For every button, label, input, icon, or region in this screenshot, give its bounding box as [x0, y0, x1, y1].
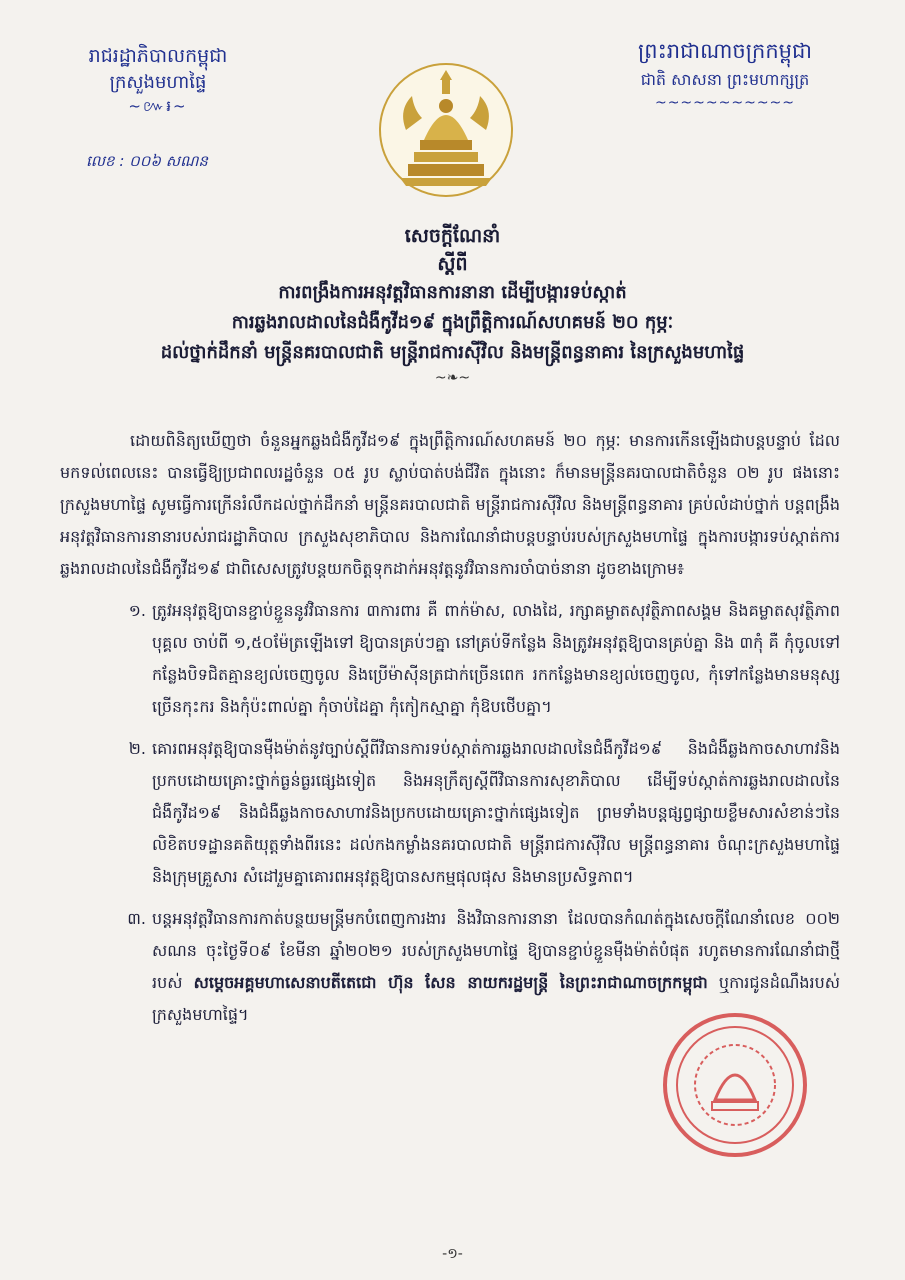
item-text: ត្រូវអនុវត្តឱ្យបានខ្ជាប់ខ្ជួននូវវិធានការ ៣ការពារ គឺ ពាក់ម៉ាស, លាងដៃ, រក្សាគម្លាតសុវត្ថិភាពសង្គម និងគម្លាតសុវត្ថិភាពបុគ្គល ចាប់ពី ១,៥០ម៉ែត្រឡើងទៅ ឱ្យបានគ្រប់ៗគ្នា នៅគ្រប់ទីកន្លែង និងត្រូវអនុវត្តឱ្យបានគ្រប់គ្នា និង ៣កុំ គឺ កុំចូលទៅកន្លែងបិទជិតគ្មានខ្យល់ចេញចូល និងប្រើម៉ាស៊ីនត្រជាក់ច្រើនពេក រកកន្លែងមានខ្យល់ចេញចូល, កុំទៅកន្លែងមានមនុស្សច្រើនកុះករ និងកុំប៉ះពាល់គ្នា កុំចាប់ដៃគ្នា កុំកៀកស្មាគ្នា កុំឱបថើបគ្នា។: [152, 601, 840, 716]
intro-paragraph: ដោយពិនិត្យឃើញថា ចំនួនអ្នកឆ្លងជំងឺកូវីដ១៩ ក្នុងព្រឹត្តិការណ៍សហគមន៍ ២០ កុម្ភៈ មានការកើនឡើងជាបន្តបន្ទាប់ ដែលមកទល់ពេលនេះ បានធ្វើឱ្យប្រជាពលរដ្ឋចំនួន ០៥ រូប ស្លាប់បាត់បង់ជីវិត ក្នុងនោះ ក៏មានមន្ត្រីនគរបាលជាតិចំនួន ០២ រូប ផងនោះ ក្រសួងមហាផ្ទៃ សូមធ្វើការក្រើនរំលឹកដល់ថ្នាក់ដឹកនាំ មន្ត្រីនគរបាលជាតិ មន្ត្រីរាជការស៊ីវិល និងមន្ត្រីពន្ធនាគារ គ្រប់លំដាប់ថ្នាក់ បន្តពង្រឹងអនុវត្តវិធានការនានារបស់រាជរដ្ឋាភិបាល ក្រសួងសុខាភិបាល និងការណែនាំជាបន្តបន្ទាប់របស់ក្រសួងមហាផ្ទៃ ក្នុងការបង្ការទប់ស្កាត់ការឆ្លងរាលដាលនៃជំងឺកូវីដ១៩ ជាពិសេសត្រូវបន្តយកចិត្តទុកដាក់អនុវត្តនូវវិធានការចាំបាច់នានា ដូចខាងក្រោម៖: [60, 431, 840, 578]
item-text: គោរពអនុវត្តឱ្យបានម៉ឺងម៉ាត់នូវច្បាប់ស្ដីពីវិធានការទប់ស្កាត់ការឆ្លងរាលដាលនៃជំងឺកូវីដ១៩ និងជំងឺឆ្លងកាចសាហាវនិងប្រកបដោយគ្រោះថ្នាក់ធ្ងន់ធ្ងរផ្សេងទៀត និងអនុក្រឹត្យស្ដីពីវិធានការសុខាភិបាល ដើម្បីទប់ស្កាត់ការឆ្លងរាលដាលនៃជំងឺកូវីដ១៩ និងជំងឺឆ្លងកាចសាហាវនិងប្រកបដោយគ្រោះថ្នាក់ផ្សេងទៀត ព្រមទាំងបន្តផ្សព្វផ្សាយខ្លឹមសារសំខាន់ៗនៃលិខិតបទដ្ឋានគតិយុត្តទាំងពីរនេះ ដល់កងកម្លាំងនគរបាលជាតិ មន្ត្រីរាជការស៊ីវិល មន្ត្រីពន្ធនាគារ ចំណុះក្រសួងមហាផ្ទៃ និងក្រុមគ្រួសារ សំដៅរួមគ្នាគោរពអនុវត្តឱ្យបានសកម្មផុលផុស និងមានប្រសិទ្ធភាព។: [152, 739, 840, 886]
page-number: -១-: [442, 1246, 463, 1262]
title-subject-line1: ការពង្រឹងការអនុវត្តវិធានការនានា ដើម្បីបង្ការទប់ស្កាត់: [278, 282, 627, 303]
item-number: ៣.: [127, 909, 146, 928]
item-text-end: ឬការជូនដំណឹងរបស់ក្រសួងមហាផ្ទៃ។: [152, 973, 841, 1024]
item-number: ១.: [128, 601, 146, 620]
royal-emblem-icon: [376, 60, 516, 200]
document-body: [60, 425, 840, 1031]
kingdom-header: [600, 36, 850, 112]
title-about: ស្ដីពី: [437, 253, 468, 275]
government-name: រាជរដ្ឋាភិបាលកម្ពុជា: [88, 45, 228, 67]
reference-number: លេខ : ០០៦ សណន: [86, 152, 208, 170]
document-title: [40, 222, 865, 388]
ministry-name: ក្រសួងមហាផ្ទៃ: [109, 72, 207, 93]
title-type: សេចក្ដីណែនាំ: [404, 225, 501, 247]
title-subject-line2: ការឆ្លងរាលដាលនៃជំងឺកូវីដ១៩ ក្នុងព្រឹត្តិការណ៍សហគមន៍ ២០ កុម្ភៈ: [231, 312, 674, 333]
official-seal-icon: [660, 1010, 810, 1160]
header-ornament: ~៚៛~: [128, 97, 188, 115]
national-motto: ជាតិ សាសនា ព្រះមហាក្សត្រ: [640, 70, 810, 89]
title-ornament: ~❧~: [434, 370, 471, 386]
list-item: [60, 733, 840, 893]
item-text-emphasis: សម្ដេចអគ្គមហាសេនាបតីតេជោ ហ៊ុន សែន នាយករដ្ឋមន្ត្រី នៃព្រះរាជាណាចក្រកម្ពុជា: [193, 973, 708, 992]
item-number: ២.: [128, 739, 146, 758]
motto-ornament: ~~~~~~~~~~~: [654, 95, 796, 111]
title-subject-line3: ដល់ថ្នាក់ដឹកនាំ មន្ត្រីនគរបាលជាតិ មន្ត្រីរាជការស៊ីវិល និងមន្ត្រីពន្ធនាគារ នៃក្រសួងមហាផ្ទៃ: [160, 342, 745, 363]
list-item: [60, 595, 840, 723]
item-text-start: បន្តអនុវត្តវិធានការកាត់បន្ថយមន្ត្រីមកបំពេញការងារ និងវិធានការនានា ដែលបានកំណត់ក្នុងសេចក្ដីណែនាំលេខ ០០២ សណន ចុះថ្ងៃទី០៩ ខែមីនា ឆ្នាំ២០២១ របស់ក្រសួងមហាផ្ទៃ ឱ្យបានខ្ជាប់ខ្ជួនម៉ឺងម៉ាត់បំផុត រហូតមានការណែនាំជាថ្មីរបស់: [152, 909, 840, 992]
ministry-header: [58, 42, 258, 170]
kingdom-name: ព្រះរាជាណាចក្រកម្ពុជា: [637, 39, 812, 63]
